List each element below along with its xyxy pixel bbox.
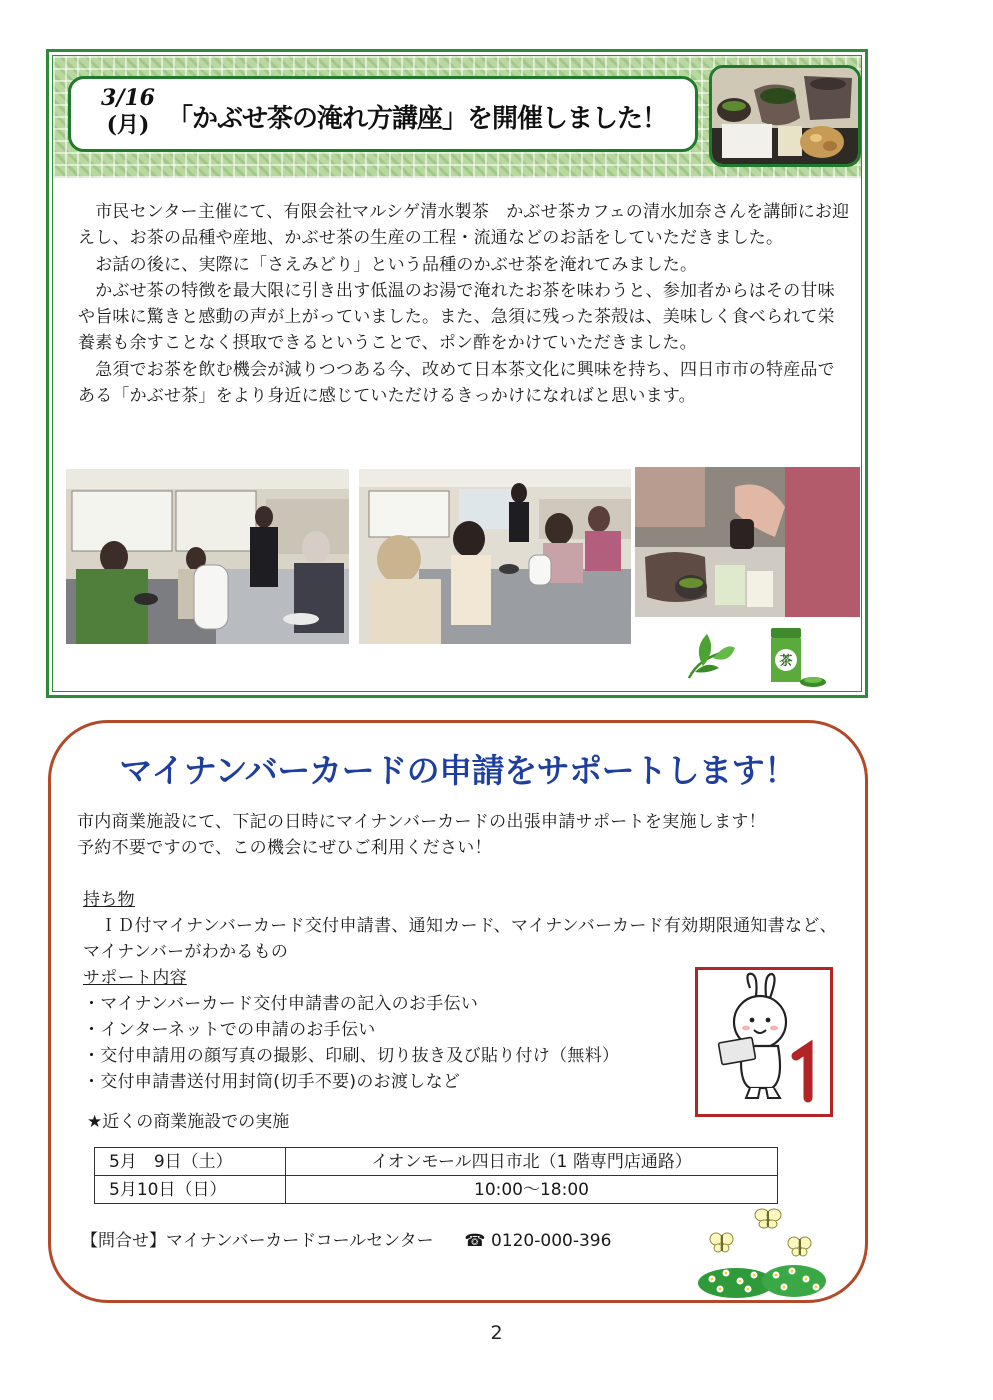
body-paragraph: 市民センター主催にて、有限会社マルシゲ清水製茶 かぶせ茶カフェの清水加奈さんを講師にお迎えし、お茶の品種や産地、かぶせ茶の生産の工程・流通などのお話をしていただきました。 — [78, 202, 850, 249]
body-paragraph: かぶせ茶の特徴を最大限に引き出す低温のお湯で淹れたお茶を味わうと、参加者からはその甘味や旨味に驚きと感動の声が上がっていました。また、急須に残った茶殻は、美味しく食べられて栄養素も余すことなく摂取できるということで、ポン酢をかけていただきました。 — [78, 280, 835, 354]
items-heading: 持ち物 — [83, 890, 135, 910]
tea-lecture-body — [78, 199, 850, 409]
mynumber-mascot-image — [695, 967, 833, 1117]
lecture-photo-participants — [359, 469, 631, 644]
intro-line: 予約不要ですので、この機会にぜひご利用ください！ — [77, 838, 492, 858]
mynumber-support-section — [48, 720, 868, 1303]
tea-can-label: 茶 — [779, 654, 793, 669]
page-number: 2 — [490, 1322, 503, 1344]
butterfly-icon — [755, 1209, 781, 1228]
lecture-photo-pouring — [635, 467, 860, 617]
tea-can-icon — [765, 624, 827, 690]
event-date — [93, 85, 163, 139]
tea-set-photo — [709, 65, 861, 167]
contact-line — [81, 1226, 611, 1251]
tea-lecture-inner-frame — [52, 55, 862, 692]
schedule-table — [94, 1147, 778, 1204]
schedule-date: 5月10日（日） — [95, 1176, 286, 1204]
butterfly-icon — [788, 1237, 811, 1256]
table-row — [95, 1176, 778, 1204]
tea-leaf-icon — [685, 628, 737, 680]
mynumber-title: マイナンバーカードの申請をサポートします！ — [119, 751, 797, 790]
tea-lecture-title-box — [68, 76, 698, 152]
body-paragraph: 急須でお茶を飲む機会が減りつつある今、改めて日本茶文化に興味を持ち、四日市市の特産品である「かぶせ茶」をより身近に感じていただけるきっかけになればと思います。 — [78, 359, 835, 407]
schedule-date: 5月 9日（土） — [95, 1148, 286, 1176]
flowers-butterflies-decoration — [696, 1203, 831, 1298]
butterfly-icon — [710, 1233, 733, 1252]
intro-line: 市内商業施設にて、下記の日時にマイナンバーカードの出張申請サポートを実施します！ — [77, 812, 766, 832]
tea-lecture-title: 「かぶせ茶の淹れ方講座」を開催しました！ — [167, 104, 668, 134]
table-row — [95, 1148, 778, 1176]
body-paragraph: お話の後に、実際に「さえみどり」という品種のかぶせ茶を淹れてみました。 — [78, 254, 698, 275]
support-item: ・交付申請用の顔写真の撮影、印刷、切り抜き及び貼り付け（無料） — [83, 1046, 620, 1066]
event-date-day: 3/16 — [101, 85, 155, 111]
schedule-place: イオンモール四日市北（1 階専門店通路） — [286, 1148, 778, 1176]
tea-lecture-section — [46, 49, 868, 698]
support-item: ・交付申請書送付用封筒(切手不要)のお渡しなど — [83, 1072, 461, 1092]
contact-label: 【問合せ】マイナンバーカードコールセンター — [81, 1231, 434, 1251]
schedule-time: 10:00〜18:00 — [286, 1176, 778, 1204]
support-heading: サポート内容 — [83, 968, 187, 988]
contact-phone: ☎ 0120-000-396 — [464, 1231, 612, 1251]
schedule-label: ★近くの商業施設での実施 — [87, 1112, 290, 1132]
lecture-photo-instructor — [66, 469, 349, 644]
items-text: ＩＤ付マイナンバーカード交付申請書、通知カード、マイナンバーカード有効期限通知書など、マイナンバーがわかるもの — [83, 916, 837, 962]
support-item: ・インターネットでの申請のお手伝い — [83, 1020, 376, 1040]
support-item: ・マイナンバーカード交付申請書の記入のお手伝い — [83, 994, 479, 1014]
event-date-weekday: (月) — [106, 112, 150, 138]
